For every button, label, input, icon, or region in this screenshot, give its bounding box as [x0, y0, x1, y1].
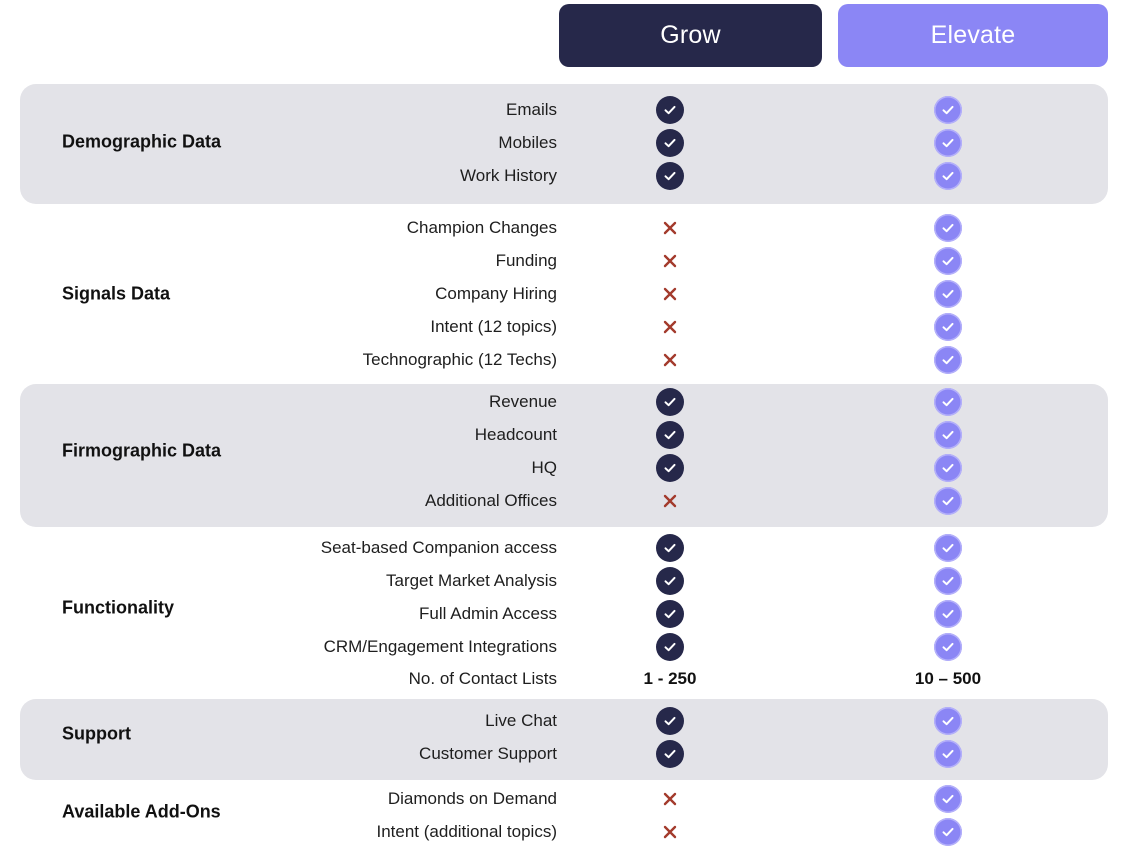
cell-grow: [662, 286, 678, 302]
check-icon: [656, 633, 684, 661]
feature-label: Intent (additional topics): [376, 822, 557, 841]
feature-label: Funding: [495, 251, 557, 270]
feature-label: Diamonds on Demand: [387, 789, 557, 808]
section-title: Demographic Data: [62, 131, 222, 152]
cell-grow: [662, 319, 678, 335]
cross-icon: [662, 220, 678, 236]
cell-grow: [662, 824, 678, 840]
cross-icon: [662, 286, 678, 302]
cell-elevate: [934, 633, 962, 661]
cell-elevate: [934, 454, 962, 482]
check-icon: [934, 388, 962, 416]
cross-icon: [662, 319, 678, 335]
feature-label: Revenue: [488, 392, 557, 411]
cell-grow: [662, 493, 678, 509]
cell-grow: [662, 253, 678, 269]
cell-grow: [656, 633, 684, 661]
check-icon: [656, 740, 684, 768]
check-icon: [934, 247, 962, 275]
check-icon: [934, 454, 962, 482]
cell-elevate: [934, 487, 962, 515]
section-title: Support: [62, 723, 131, 744]
check-icon: [656, 600, 684, 628]
check-icon: [934, 785, 962, 813]
cross-icon: [662, 493, 678, 509]
check-icon: [934, 600, 962, 628]
section-title: Signals Data: [62, 283, 171, 304]
check-icon: [656, 454, 684, 482]
feature-label: HQ: [531, 458, 557, 477]
cross-icon: [662, 791, 678, 807]
check-icon: [934, 313, 962, 341]
check-icon: [934, 214, 962, 242]
feature-label: Company Hiring: [435, 284, 557, 303]
cell-grow: [656, 567, 684, 595]
feature-label: Work History: [460, 166, 557, 185]
plan-header-elevate: Elevate: [838, 4, 1108, 67]
cell-grow: [656, 96, 684, 124]
cell-elevate: [934, 162, 962, 190]
check-icon: [934, 633, 962, 661]
check-icon: [934, 421, 962, 449]
check-icon: [934, 129, 962, 157]
feature-label: Intent (12 topics): [430, 317, 557, 336]
check-icon: [934, 707, 962, 735]
cell-grow: [656, 162, 684, 190]
value-text: 10 – 500: [914, 669, 982, 688]
cell-elevate: [934, 313, 962, 341]
check-icon: [934, 818, 962, 846]
cell-elevate: [934, 247, 962, 275]
feature-label: Technographic (12 Techs): [362, 350, 557, 369]
cross-icon: [662, 253, 678, 269]
cell-grow: [656, 600, 684, 628]
feature-label: Emails: [505, 100, 557, 119]
cell-elevate: [934, 421, 962, 449]
check-icon: [934, 567, 962, 595]
section-title: Firmographic Data: [62, 440, 222, 461]
cell-elevate: [934, 600, 962, 628]
cell-grow: [644, 669, 697, 689]
cell-grow: [656, 740, 684, 768]
check-icon: [656, 388, 684, 416]
cell-elevate: [934, 96, 962, 124]
value-text: 1 - 250: [643, 669, 697, 688]
check-icon: [656, 421, 684, 449]
cross-icon: [662, 352, 678, 368]
feature-label: Mobiles: [498, 133, 557, 152]
cell-elevate: [934, 388, 962, 416]
check-icon: [656, 567, 684, 595]
cell-elevate: [934, 740, 962, 768]
cell-elevate: [934, 818, 962, 846]
cell-grow: [656, 707, 684, 735]
feature-label: CRM/Engagement Integrations: [323, 637, 557, 656]
cell-grow: [662, 791, 678, 807]
cell-elevate: [934, 214, 962, 242]
cell-elevate: [934, 280, 962, 308]
feature-label: Headcount: [474, 425, 557, 444]
cell-grow: [656, 421, 684, 449]
cell-grow: [656, 454, 684, 482]
cross-icon: [662, 824, 678, 840]
cell-elevate: [934, 129, 962, 157]
feature-label: Champion Changes: [406, 218, 557, 237]
cell-grow: [656, 534, 684, 562]
cell-grow: [662, 220, 678, 236]
cell-elevate: [934, 707, 962, 735]
feature-label: Full Admin Access: [419, 604, 557, 623]
feature-label: Customer Support: [419, 744, 557, 763]
check-icon: [934, 280, 962, 308]
cell-elevate: [934, 567, 962, 595]
check-icon: [934, 487, 962, 515]
check-icon: [656, 534, 684, 562]
check-icon: [656, 707, 684, 735]
cell-elevate: [934, 534, 962, 562]
cell-elevate: [934, 346, 962, 374]
check-icon: [656, 129, 684, 157]
cell-grow: [656, 129, 684, 157]
feature-label: No. of Contact Lists: [408, 669, 557, 688]
check-icon: [656, 96, 684, 124]
check-icon: [934, 96, 962, 124]
cell-elevate: [915, 669, 981, 689]
check-icon: [934, 162, 962, 190]
check-icon: [656, 162, 684, 190]
cell-elevate: [934, 785, 962, 813]
feature-label: Live Chat: [485, 711, 557, 730]
check-icon: [934, 740, 962, 768]
feature-label: Target Market Analysis: [385, 571, 557, 590]
check-icon: [934, 534, 962, 562]
section-title: Functionality: [62, 597, 174, 618]
cell-grow: [656, 388, 684, 416]
feature-label: Seat-based Companion access: [320, 538, 557, 557]
check-icon: [934, 346, 962, 374]
section-title: Available Add-Ons: [62, 801, 221, 822]
feature-label: Additional Offices: [425, 491, 557, 510]
plan-header-grow: Grow: [559, 4, 822, 67]
cell-grow: [662, 352, 678, 368]
